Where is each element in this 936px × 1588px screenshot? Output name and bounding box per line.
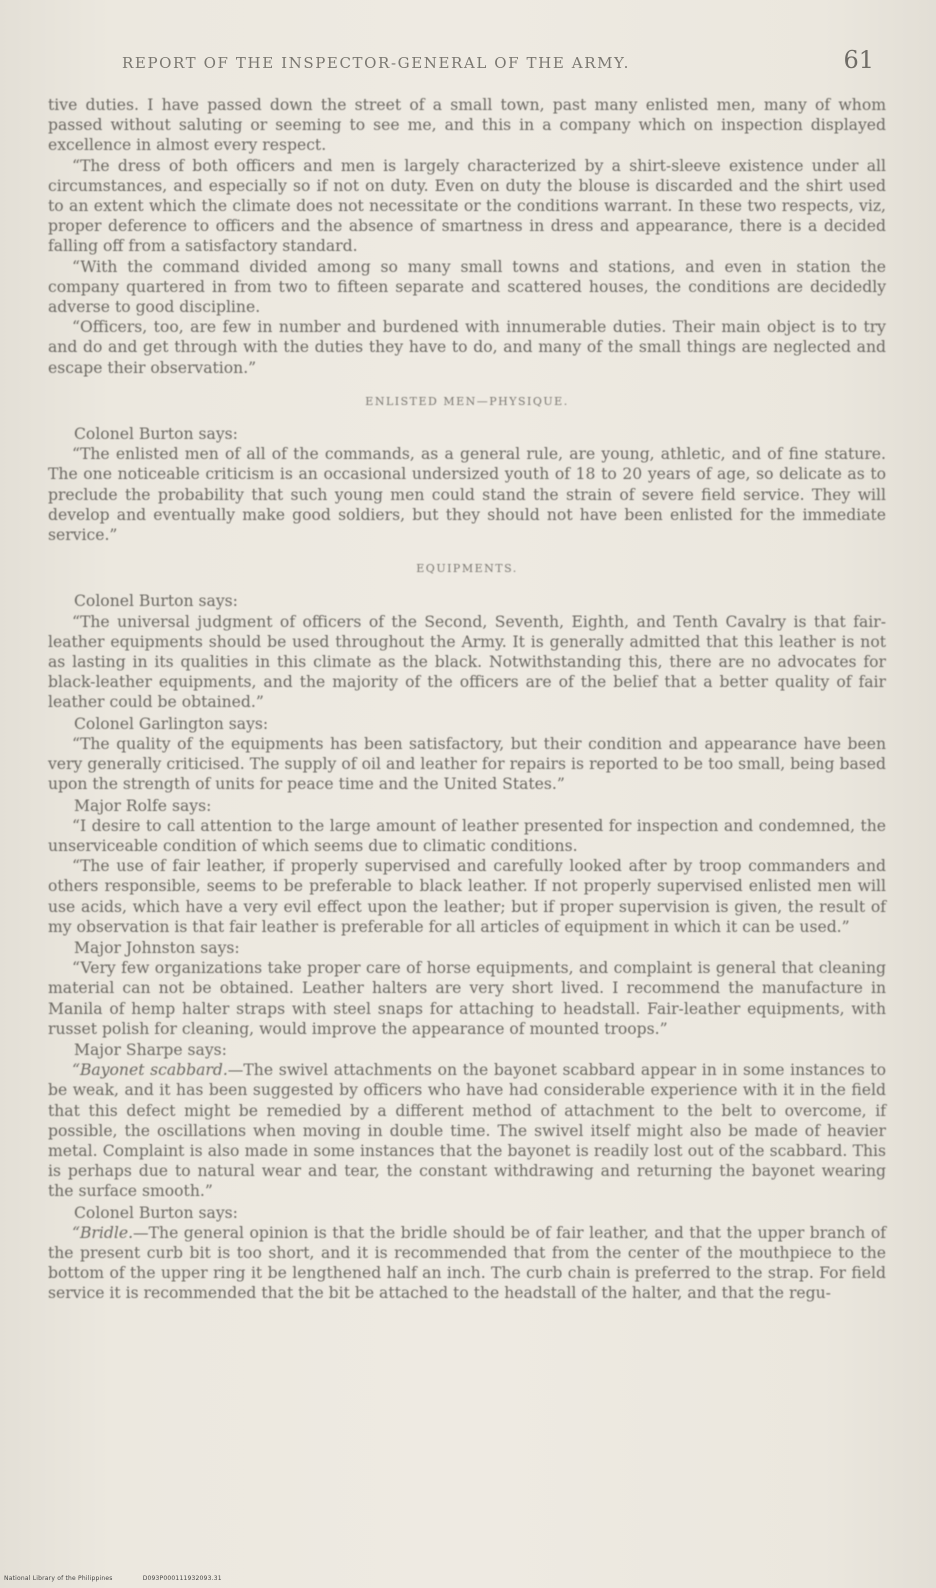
- section-heading-physique: ENLISTED MEN—PHYSIQUE.: [365, 394, 569, 408]
- speaker-line: Major Sharpe says:: [74, 1040, 227, 1059]
- italic-term: “Bridle.: [72, 1223, 134, 1242]
- speaker-line: Colonel Burton says:: [74, 1203, 238, 1222]
- paragraph-text: —The swivel attachments on the bayonet scabbard appear in in some instances to be weak, and it has been suggested by officers who have had considerable experience with it in the field that this defect might be remedied by a different method of attachment to the belt to overcome, if possible, the oscillations when moving in double time. The swivel itself might also be made of heavier metal. Complaint is also made in some instances that the bayonet is readily lost out of the scabbard. This is perhaps due to natural wear and tear, the constant withdrawing and returning the bayonet wearing the surface smooth.”: [48, 1061, 886, 1201]
- speaker-line: Major Rolfe says:: [74, 796, 212, 815]
- paragraph: “With the command divided among so many small towns and stations, and even in station the company quartered in from two to fifteen separate and scattered houses, the conditions are decidedly adverse to good discipline.: [48, 257, 886, 317]
- paragraph: tive duties. I have passed down the street of a small town, past many enlisted men, many of whom passed without saluting or seeming to see me, and this in a company which on inspection displayed excellence in almost every respect.: [48, 96, 886, 155]
- italic-term: “Bayonet scabbard.: [72, 1061, 228, 1080]
- section-heading-equipments: EQUIPMENTS.: [416, 562, 518, 576]
- library-credit: National Library of the Philippines: [4, 1575, 113, 1582]
- scan-id: D093P000111932093.31: [142, 1575, 222, 1582]
- paragraph: “The universal judgment of officers of the Second, Seventh, Eighth, and Tenth Cavalry is that fair-leather equipments should be used throughout the Army. It is generally admitted that this leather is not as lasting in its qualities in this climate as the black. Notwithstanding this, there are no advocates for black-leather equipments, and the majority of the officers are of the belief that a better quality of fair leather could be obtained.”: [48, 612, 886, 712]
- running-title: REPORT OF THE INSPECTOR-GENERAL OF THE ARMY.: [122, 54, 630, 72]
- paragraph: “The use of fair leather, if properly supervised and carefully looked after by troop commanders and others responsible, seems to be preferable to black leather. If not properly supervised enlisted men will use acids, which have a very evil effect upon the leather; but if proper supervision is given, the result of my observation is that fair leather is preferable for all articles of equipment in which it can be used.”: [48, 857, 886, 936]
- body-text: [48, 95, 886, 1304]
- paragraph: [48, 1060, 886, 1201]
- paragraph: “Very few organizations take proper care of horse equipments, and complaint is general that cleaning material can not be obtained. Leather halters are very short lived. I recommend the manufacture in Manila of hemp halter straps with steel snaps for attaching to headstall. Fair-leather equipments, with russet polish for cleaning, would improve the appearance of mounted troops.”: [48, 959, 886, 1038]
- speaker-line: Colonel Garlington says:: [74, 714, 269, 733]
- paragraph: “The dress of both officers and men is largely characterized by a shirt-sleeve existence under all circumstances, and especially so if not on duty. Even on duty the blouse is discarded and the shirt used to an extent which the climate does not necessitate or the conditions warrant. In these two respects, viz, proper deference to officers and the absence of smartness in dress and appearance, there is a decided falling off from a satisfactory standard.: [48, 156, 886, 256]
- speaker-line: Major Johnston says:: [74, 938, 240, 957]
- speaker-line: Colonel Burton says:: [74, 425, 238, 444]
- paragraph: “I desire to call attention to the large amount of leather presented for inspection and condemned, the unserviceable condition of which seems due to climatic conditions.: [48, 816, 886, 855]
- paragraph: “The enlisted men of all of the commands, as a general rule, are young, athletic, and of fine stature. The one noticeable criticism is an occasional undersized youth of 18 to 20 years of age, so delicate as to preclude the probability that such young men could stand the strain of severe field service. They will develop and eventually make good soldiers, but they should not have been enlisted for the immediate service.”: [48, 445, 886, 545]
- page-header: [110, 44, 880, 80]
- paragraph-text: —The general opinion is that the bridle should be of fair leather, and that the upper branch of the present curb bit is too short, and it is recommended that from the center of the mouthpiece to the bottom of the upper ring it be lengthened half an inch. The curb chain is preferred to the strap. For field service it is recommended that the bit be attached to the headstall of the halter, and that the regu-: [48, 1223, 886, 1303]
- page-number: 61: [843, 46, 874, 74]
- paragraph: “The quality of the equipments has been satisfactory, but their condition and appearance have been very generally criticised. The supply of oil and leather for repairs is reported to be too small, being based upon the strength of units for peace time and the United States.”: [48, 734, 886, 794]
- paragraph: [48, 1223, 886, 1304]
- paragraph: “Officers, too, are few in number and burdened with innumerable duties. Their main object is to try and do and get through with the duties they have to do, and many of the small things are neglected and escape their observation.”: [48, 318, 886, 377]
- scan-footer: [4, 1575, 250, 1582]
- speaker-line: Colonel Burton says:: [74, 592, 238, 611]
